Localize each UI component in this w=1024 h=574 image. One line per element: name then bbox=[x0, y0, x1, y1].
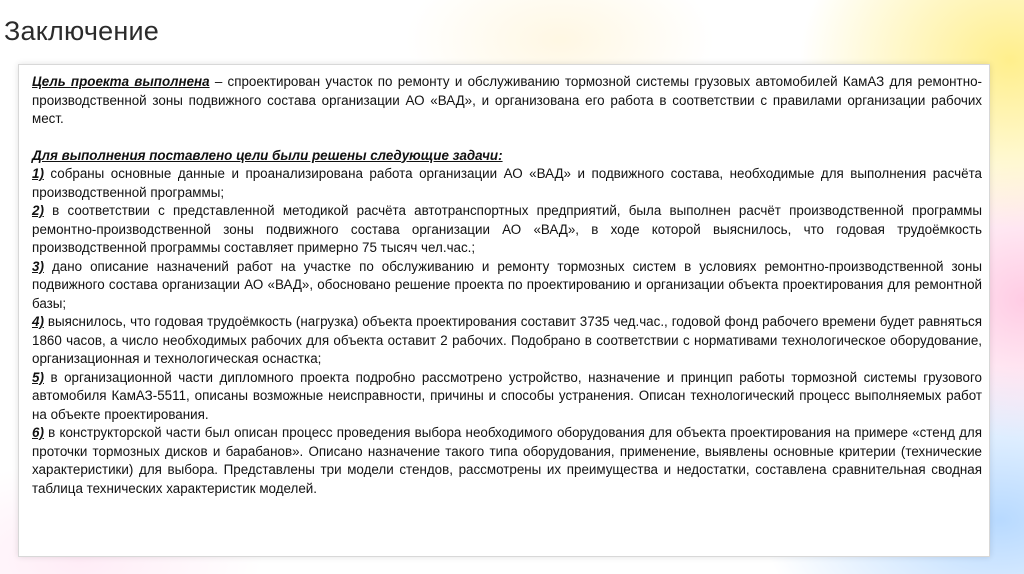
task-number: 2) bbox=[32, 203, 44, 218]
task-number: 5) bbox=[32, 369, 44, 385]
slide-title: Заключение bbox=[4, 16, 159, 46]
task-text: в соответствии с представленной методикой расчёта автотранспортных предприятий, была выполнен расчёт производственной программы ремонтно-производственной зоны подвижного состава организации АО «ВАД», в ходе которой выяснилось, что годовая трудоёмкость производственной программы составляет примерно 75 тысяч чел.час.; bbox=[32, 203, 982, 255]
task-item bbox=[32, 165, 982, 202]
task-text: выяснилось, что годовая трудоёмкость (нагрузка) объекта проектирования составит 3735 чед.час., годовой фонд рабочего времени будет равняться 1860 часов, а число необходимых рабочих для объекта оставит 2 рабочих. Подобрано в соответствии с нормативами технологическое оборудование, организационная и технологическая оснастка; bbox=[32, 314, 982, 366]
task-text: в конструкторской части был описан процесс проведения выбора необходимого оборудования для объекта проектирования на примере «стенд для проточки тормозных дисков и барабанов». Описано назначение такого типа оборудования, применение, выявлены основные критерии (технические характеристики) для выбора. Представлены три модели стендов, рассмотрены их преимущества и недостатки, составлена сравнительная сводная таблица технических характеристик моделей. bbox=[32, 425, 982, 496]
task-text: собраны основные данные и проанализирована работа организации АО «ВАД» и подвижного состава, необходимые для выполнения расчёта производственной программы; bbox=[32, 166, 982, 200]
task-text: в организационной части дипломного проекта подробно рассмотрено устройство, назначение и принцип работы тормозной системы грузового автомобиля КамАЗ-5511, описаны возможные неисправности, причины и способы устранения. Описан технологический процесс выполняемых работ на объекте проектирования. bbox=[32, 369, 982, 422]
task-number: 4) bbox=[32, 314, 44, 329]
task-number: 1) bbox=[32, 166, 44, 181]
paragraph-gap bbox=[32, 129, 982, 147]
task-item bbox=[32, 424, 982, 498]
task-number: 3) bbox=[32, 258, 44, 274]
task-item bbox=[32, 258, 982, 314]
tasks-heading bbox=[32, 147, 982, 166]
intro-label: Цель проекта выполнена bbox=[32, 74, 210, 89]
task-text: дано описание назначений работ на участке по обслуживанию и ремонту тормозных систем в условиях ремонтно-производственной зоны подвижного состава организации АО «ВАД», обосновано решение проекта по проектированию и организации объекта проектирования для ремонтной базы; bbox=[32, 258, 982, 311]
intro-paragraph bbox=[32, 73, 982, 129]
task-item bbox=[32, 369, 982, 425]
task-item bbox=[32, 202, 982, 258]
task-item bbox=[32, 313, 982, 369]
task-number: 6) bbox=[32, 425, 44, 440]
intro-text: – спроектирован участок по ремонту и обслуживанию тормозной системы грузовых автомобилей КамАЗ для ремонтно-производственной зоны подвижного состава организации АО «ВАД», и организована его работа в соответствии с правилами организации рабочих мест. bbox=[32, 74, 982, 126]
conclusion-text bbox=[32, 73, 982, 498]
tasks-heading-text: Для выполнения поставлено цели были решены следующие задачи: bbox=[32, 147, 503, 163]
